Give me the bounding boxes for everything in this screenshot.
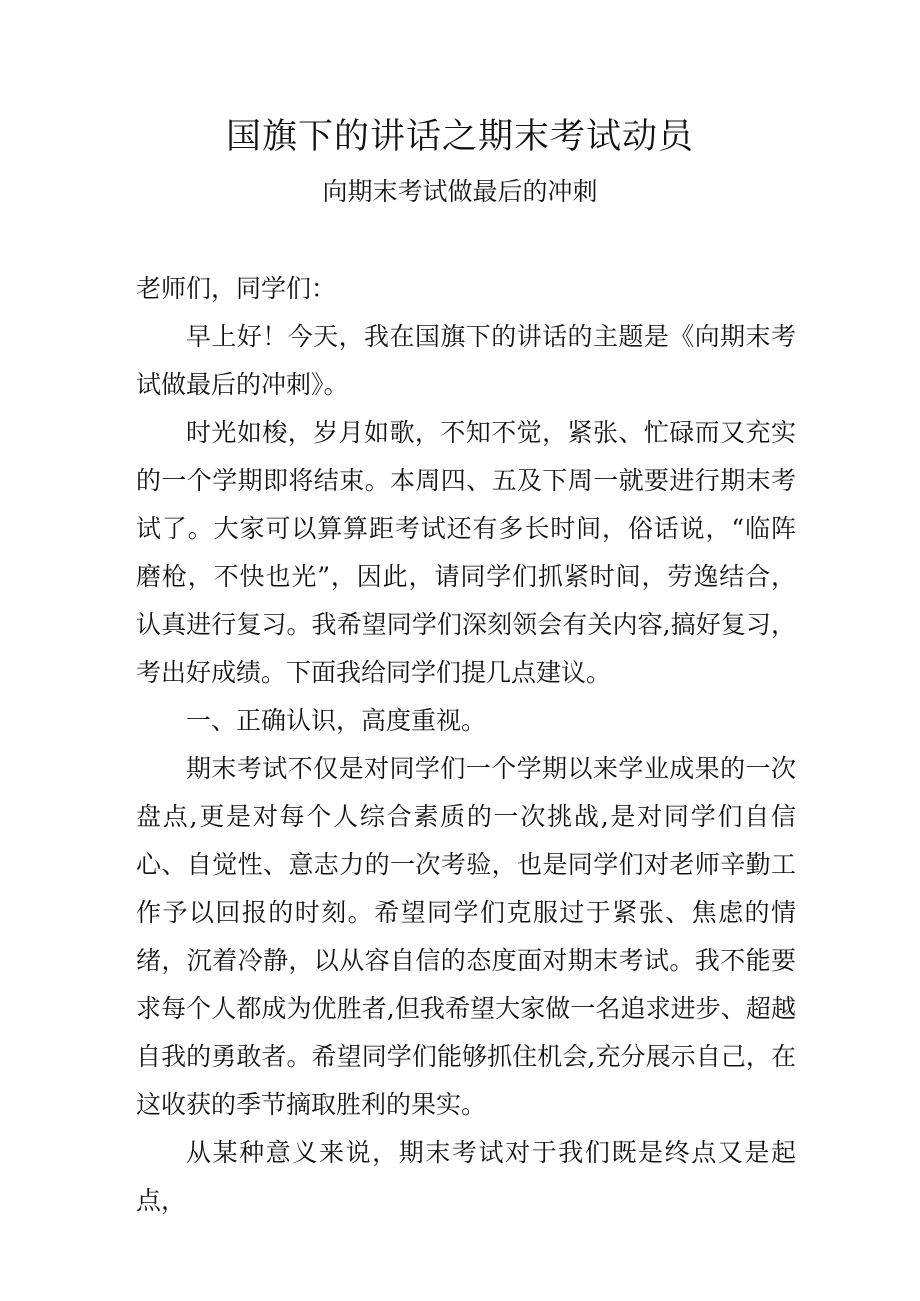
paragraph-introduction: 时光如梭，岁月如歌，不知不觉，紧张、忙碌而又充实的一个学期即将结束。本周四、五及下周一就要进行期末考试了。大家可以算算距考试还有多长时间，俗话说，“临阵磨枪，不快也光”，因此，请同学们抓紧时间，劳逸结合，认真进行复习。我希望同学们深刻领会有关内容,搞好复习，考出好成绩。下面我给同学们提几点建议。 [136,418,796,687]
paragraph-section-1: 期末考试不仅是对同学们一个学期以来学业成果的一次盘点,更是对每个人综合素质的一次挑战,是对同学们自信心、自觉性、意志力的一次考验，也是同学们对老师辛勤工作予以回报的时刻。希望同学们克服过于紧张、焦虑的情绪，沉着冷静，以从容自信的态度面对期末考试。我不能要求每个人都成为优胜者,但我希望大家做一名追求进步、超越自我的勇敢者。希望同学们能够抓住机会,充分展示自己，在这收获的季节摘取胜利的果实。 [136,754,796,1119]
paragraph-greeting: 早上好！今天，我在国旗下的讲话的主题是《向期末考试做最后的冲刺》。 [136,322,796,399]
page-title: 国旗下的讲话之期末考试动员 [225,117,694,157]
page-subtitle: 向期末考试做最后的冲刺 [322,177,598,206]
salutation: 老师们，同学们： [136,274,337,303]
document-body [136,265,796,1225]
section-heading-1: 一、正确认识，高度重视。 [186,706,487,735]
paragraph-continuation: 从某种意义来说，期末考试对于我们既是终点又是起点， [136,1138,796,1215]
